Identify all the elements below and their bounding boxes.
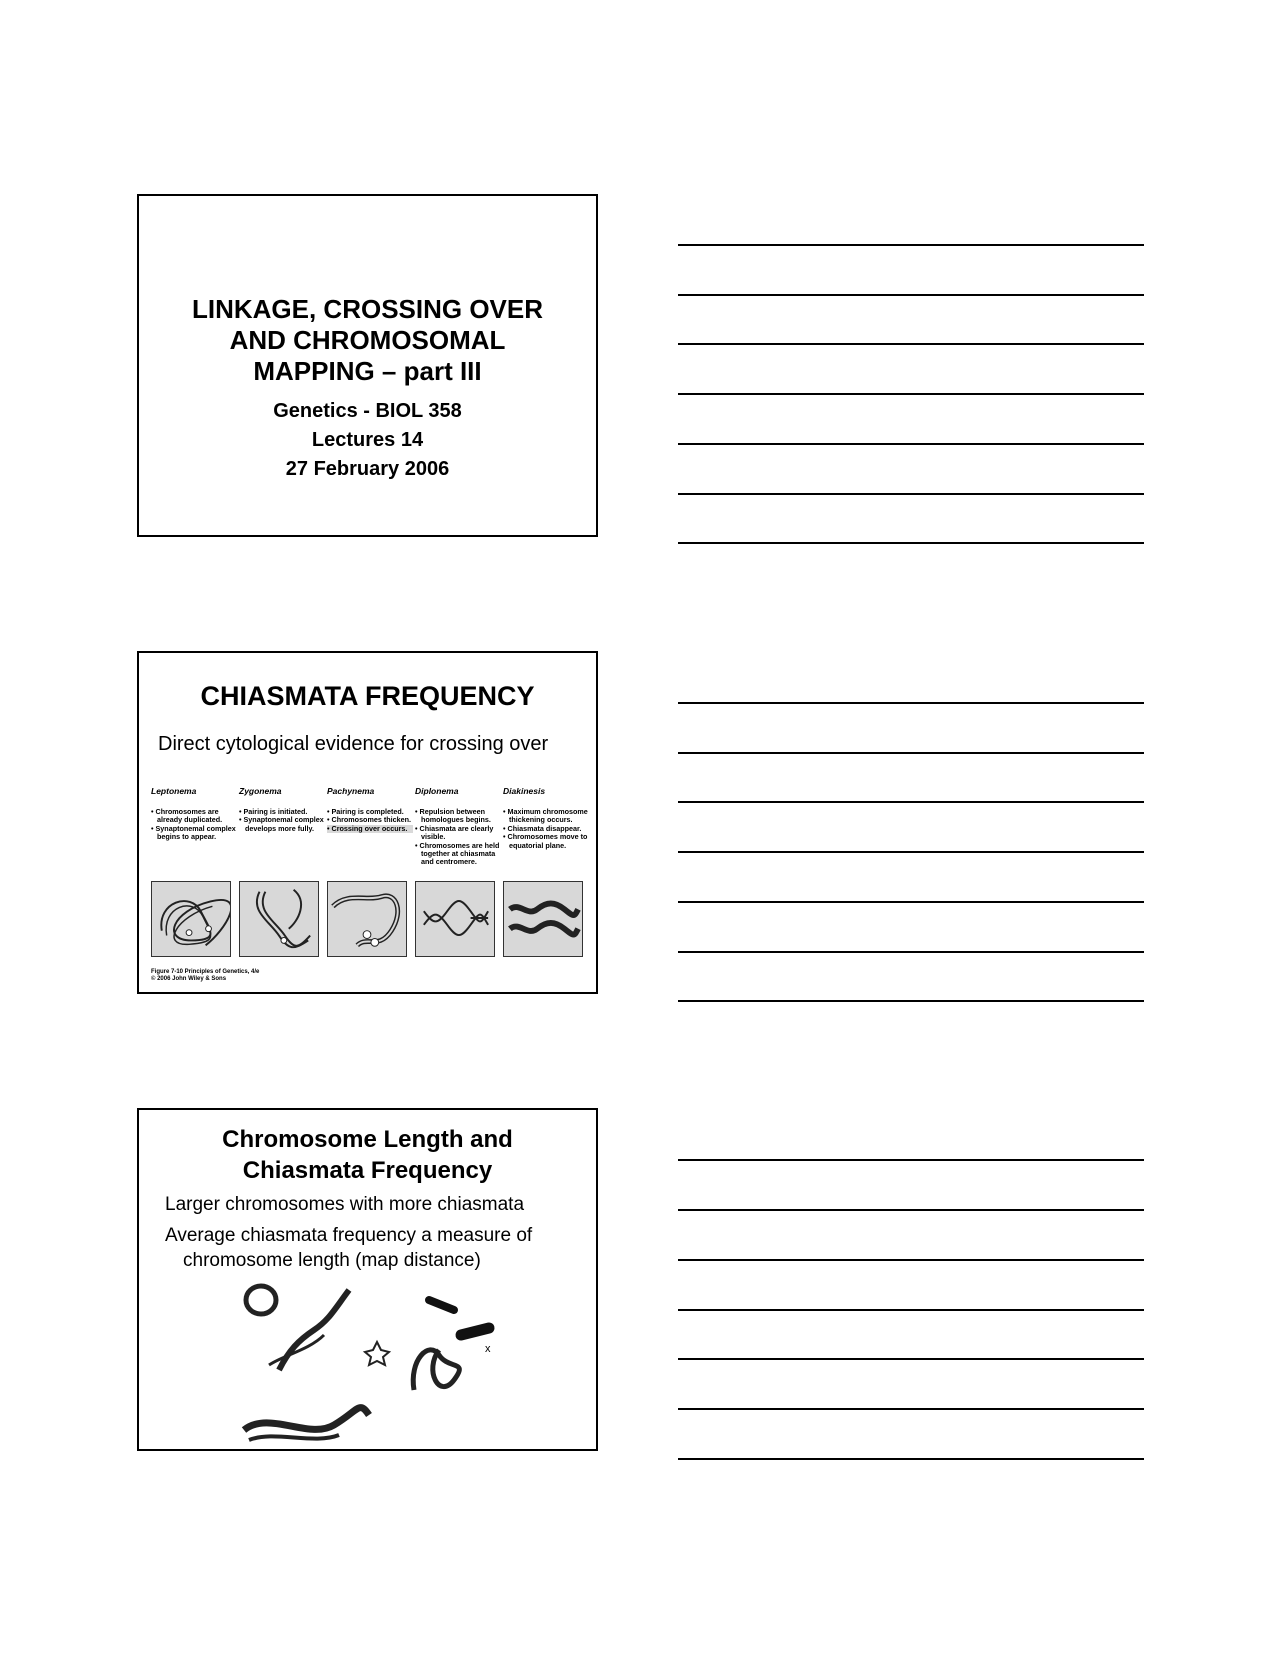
pachynema-drawing <box>328 882 406 956</box>
stage-name: Leptonema <box>151 786 197 796</box>
stage-note: • Chromosomes are already duplicated. <box>151 807 223 825</box>
stage-note: • Chromosomes thicken. <box>327 815 411 825</box>
stage-diakinesis <box>503 786 589 850</box>
slide-2-subtitle: Direct cytological evidence for crossing over <box>158 733 549 755</box>
diakinesis-drawing <box>504 882 582 956</box>
note-line <box>678 1309 1144 1311</box>
leptonema-drawing <box>152 882 230 956</box>
stage-note: • Pairing is initiated. <box>239 807 308 816</box>
diplonema-panel <box>415 881 495 957</box>
zygonema-drawing <box>240 882 318 956</box>
stage-note: • Synaptonemal complex develops more fully. <box>239 815 324 833</box>
note-line <box>678 1358 1144 1360</box>
note-line <box>678 393 1144 395</box>
pachynema-panel <box>327 881 407 957</box>
stage-note: • Chromosomes move to equatorial plane. <box>503 832 588 850</box>
note-line <box>678 951 1144 953</box>
stage-note: • Chiasmata are clearly visible. <box>415 823 494 842</box>
bullet-line: Average chiasmata frequency a measure of <box>165 1225 533 1246</box>
note-line <box>678 801 1144 803</box>
leptonema-panel <box>151 881 231 957</box>
chromosome-micrograph <box>239 1280 539 1450</box>
note-line <box>678 493 1144 495</box>
stage-note: • Chromosomes are held together at chiasmata and centromere. <box>415 840 500 867</box>
note-line <box>678 1159 1144 1161</box>
credit-line: Figure 7-10 Principles of Genetics, 4/e <box>151 969 260 975</box>
stage-zygonema <box>239 786 325 833</box>
slide-3-title <box>139 1124 596 1186</box>
note-line <box>678 294 1144 296</box>
slide-1-title <box>139 294 596 387</box>
stage-note-highlighted: • Crossing over occurs. <box>327 825 413 833</box>
note-line <box>678 1408 1144 1410</box>
note-line <box>678 752 1144 754</box>
stage-note: • Repulsion between homologues begins. <box>415 807 491 825</box>
stage-leptonema <box>151 786 237 842</box>
figure-credit <box>151 969 259 983</box>
stage-name: Pachynema <box>327 786 375 796</box>
stage-note: • Synaptonemal complex begins to appear. <box>151 823 236 842</box>
stage-note: • Maximum chromosome thickening occurs. <box>503 807 588 825</box>
slide-2-title: CHIASMATA FREQUENCY <box>200 681 535 711</box>
note-line <box>678 1000 1144 1002</box>
course-name: Genetics - BIOL 358 <box>273 400 462 422</box>
title-line: MAPPING – part III <box>253 356 482 386</box>
x-chromosome-label: x <box>485 1343 491 1355</box>
diakinesis-panel <box>503 881 583 957</box>
bullet-line: chromosome length (map distance) <box>183 1250 481 1271</box>
zygonema-panel <box>239 881 319 957</box>
diplonema-drawing <box>416 882 494 956</box>
title-line: Chromosome Length and <box>222 1126 513 1153</box>
stage-diplonema <box>415 786 501 867</box>
slide-3 <box>137 1108 598 1451</box>
stage-note: • Pairing is completed. <box>327 807 404 816</box>
note-line <box>678 702 1144 704</box>
note-line <box>678 1259 1144 1261</box>
credit-line: © 2006 John Wiley & Sons <box>151 976 227 982</box>
note-line <box>678 244 1144 246</box>
title-line: AND CHROMOSOMAL <box>229 325 506 355</box>
stage-name: Zygonema <box>239 786 282 796</box>
lecture-date: 27 February 2006 <box>285 458 450 480</box>
slide-2 <box>137 651 598 994</box>
stage-pachynema <box>327 786 413 833</box>
note-line <box>678 343 1144 345</box>
lecture-number: Lectures 14 <box>311 429 424 451</box>
stage-note: • Chiasmata disappear. <box>503 823 582 833</box>
stage-name: Diakinesis <box>503 786 546 796</box>
slide-1-subtitle <box>139 397 596 484</box>
slide-1 <box>137 194 598 537</box>
note-line <box>678 443 1144 445</box>
note-line <box>678 901 1144 903</box>
note-line <box>678 1458 1144 1460</box>
title-line: Chiasmata Frequency <box>242 1157 493 1184</box>
note-line <box>678 542 1144 544</box>
bullet-larger-chromosomes: Larger chromosomes with more chiasmata <box>165 1194 525 1215</box>
meiosis-prophase-figure <box>151 786 586 986</box>
bullet-average-frequency <box>165 1223 585 1273</box>
title-line: LINKAGE, CROSSING OVER <box>191 294 544 324</box>
note-line <box>678 1209 1144 1211</box>
stage-name: Diplonema <box>415 786 459 796</box>
note-line <box>678 851 1144 853</box>
